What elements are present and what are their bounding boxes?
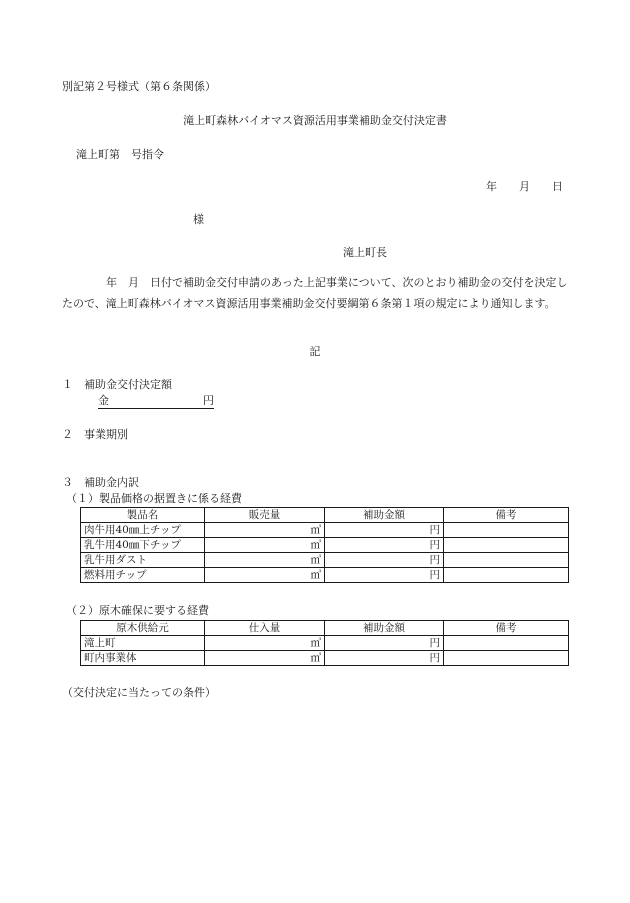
header-remarks: 備考 [444, 508, 569, 523]
volume-unit: ㎥ [205, 538, 325, 553]
grant-amount-line [98, 394, 214, 409]
supplier-name: 町内事業体 [81, 651, 205, 666]
amount-unit: 円 [325, 553, 444, 568]
amount-unit: 円 [325, 568, 444, 583]
log-supply-table [80, 620, 569, 666]
table-row [81, 636, 569, 651]
section-2-heading: ２ 事業期別 [62, 428, 128, 441]
product-name: 乳牛用ダスト [81, 553, 205, 568]
amount-unit: 円 [325, 636, 444, 651]
header-remarks: 備考 [444, 621, 569, 636]
volume-unit: ㎥ [205, 651, 325, 666]
table2-caption: （２）原木確保に要する経費 [66, 604, 209, 617]
table-row [81, 538, 569, 553]
remarks-cell [444, 553, 569, 568]
volume-unit: ㎥ [205, 636, 325, 651]
yen-label: 円 [203, 394, 214, 407]
table-row [81, 568, 569, 583]
header-subsidy-amount: 補助金額 [325, 508, 444, 523]
product-name: 燃料用チップ [81, 568, 205, 583]
product-name: 肉牛用40㎜上チップ [81, 523, 205, 538]
header-subsidy-amount: 補助金額 [325, 621, 444, 636]
product-price-table [80, 507, 569, 583]
body-text: 年 月 日付で補助金交付申請のあった上記事業について、次のとおり補助金の交付を決定したので、滝上町森林バイオマス資源活用事業補助金交付要綱第６条第１項の規定により通知します。 [62, 276, 568, 310]
table-row [81, 523, 569, 538]
remarks-cell [444, 538, 569, 553]
remarks-cell [444, 568, 569, 583]
kin-label: 金 [98, 394, 109, 407]
header-purchase-volume: 仕入量 [205, 621, 325, 636]
remarks-cell [444, 523, 569, 538]
product-name: 乳牛用40㎜下チップ [81, 538, 205, 553]
date-line: 年 月 日 [486, 180, 563, 193]
remarks-cell [444, 636, 569, 651]
section-1-heading: １ 補助金交付決定額 [62, 378, 172, 391]
recipient-suffix: 様 [193, 213, 204, 226]
header-supplier: 原木供給元 [81, 621, 205, 636]
grant-amount-underline [98, 394, 214, 409]
volume-unit: ㎥ [205, 523, 325, 538]
form-label: 別記第２号様式（第６条関係） [62, 80, 216, 93]
order-number: 滝上町第 号指令 [76, 148, 164, 161]
section-3-heading: ３ 補助金内訳 [62, 476, 139, 489]
table1-caption: （１）製品価格の据置きに係る経費 [66, 492, 242, 505]
table-row [81, 553, 569, 568]
ki-heading: 記 [309, 345, 321, 358]
issuer: 滝上町長 [343, 246, 387, 259]
amount-unit: 円 [325, 538, 444, 553]
table-header-row [81, 621, 569, 636]
header-product-name: 製品名 [81, 508, 205, 523]
header-sales-volume: 販売量 [205, 508, 325, 523]
conditions-label: （交付決定に当たっての条件） [62, 686, 216, 699]
supplier-name: 滝上町 [81, 636, 205, 651]
table-header-row [81, 508, 569, 523]
amount-unit: 円 [325, 651, 444, 666]
amount-unit: 円 [325, 523, 444, 538]
document-title: 滝上町森林バイオマス資源活用事業補助金交付決定書 [183, 114, 447, 127]
remarks-cell [444, 651, 569, 666]
table-row [81, 651, 569, 666]
volume-unit: ㎥ [205, 553, 325, 568]
volume-unit: ㎥ [205, 568, 325, 583]
